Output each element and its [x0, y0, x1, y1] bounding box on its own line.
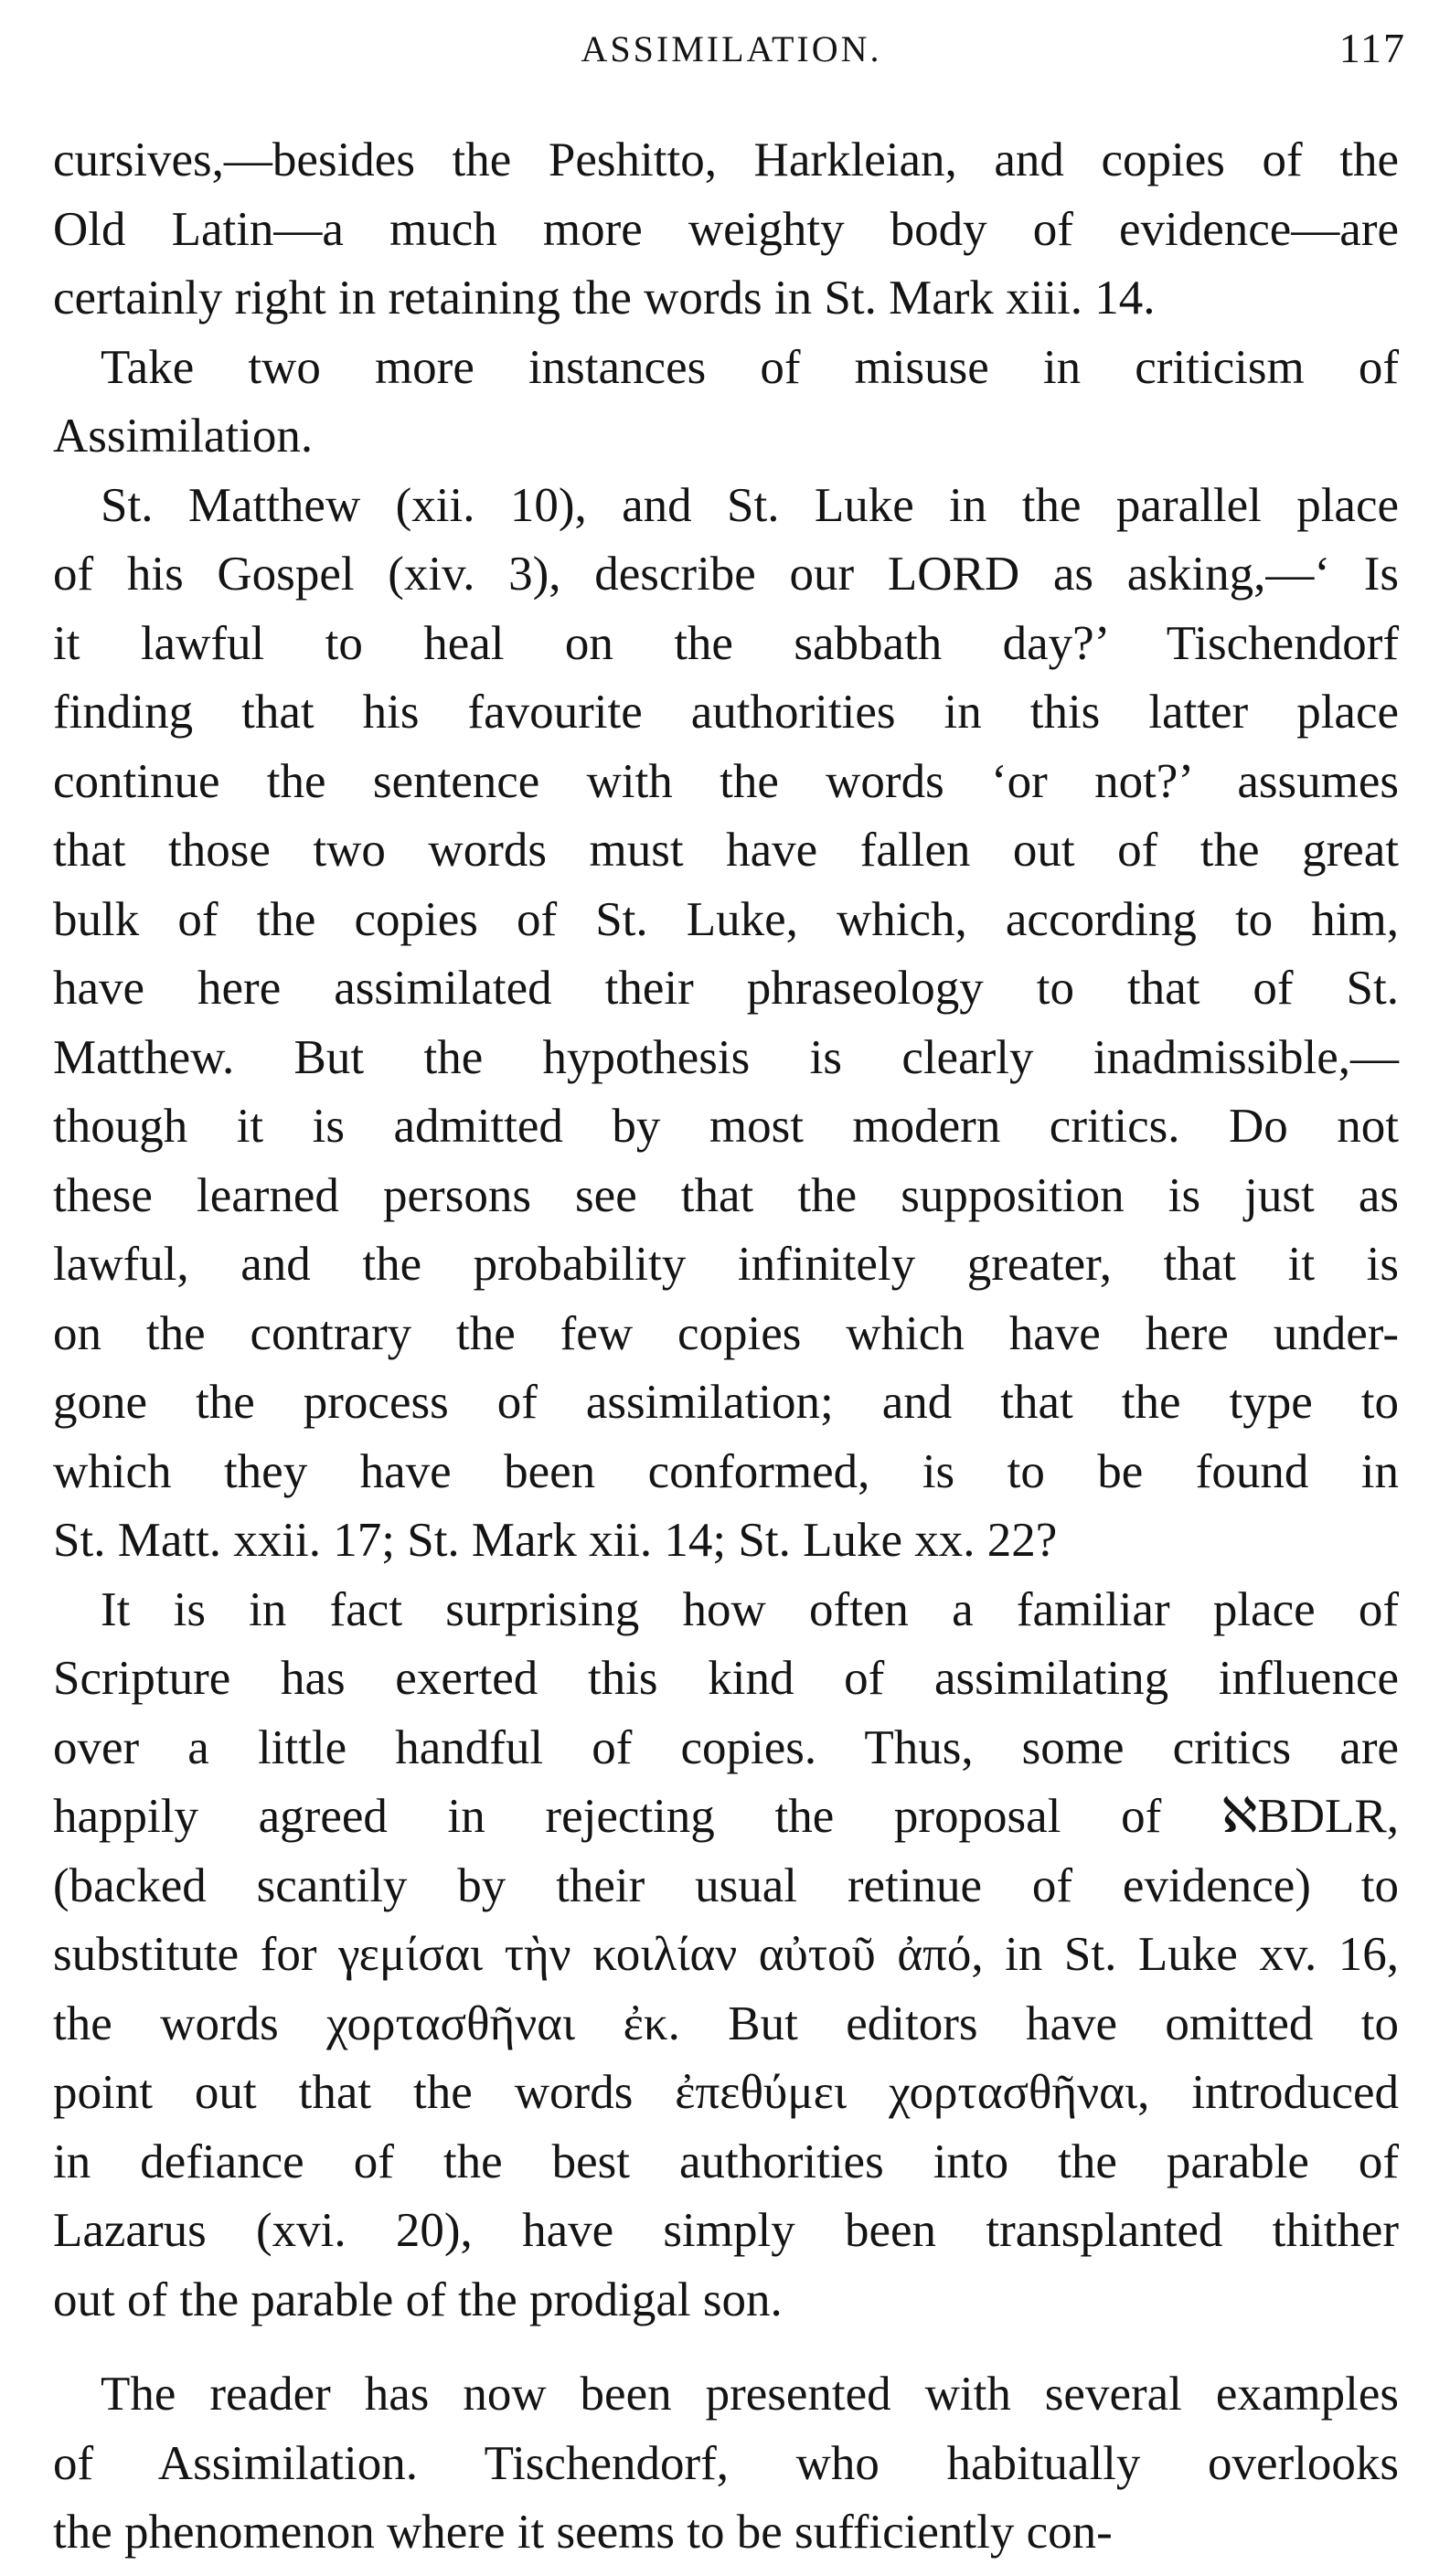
text-line: the words χορτασθῆναι ἐκ. But editors have omitted to — [53, 1996, 1399, 2050]
body-text — [53, 126, 1399, 2568]
running-title: ASSIMILATION. — [581, 28, 882, 69]
text-line: Old Latin—a much more weighty body of evidence—are — [53, 202, 1399, 256]
text-line: St. Matthew (xii. 10), and St. Luke in the parallel place — [101, 478, 1399, 532]
text-line: out of the parable of the prodigal son. — [53, 2273, 783, 2326]
running-head — [57, 20, 1406, 84]
text-line: St. Matt. xxii. 17; St. Mark xii. 14; St. Luke xx. 22? — [53, 1514, 1058, 1567]
text-line: on the contrary the few copies which have here under- — [53, 1306, 1399, 1360]
text-line: Take two more instances of misuse in criticism of — [101, 340, 1399, 394]
text-line: cursives,—besides the Peshitto, Harkleian, and copies of the — [53, 133, 1399, 186]
page-number: 117 — [1338, 25, 1406, 71]
paragraph-gap — [53, 2335, 1399, 2360]
text-line: point out that the words ἐπεθύμει χορτασθῆναι, introduced — [53, 2066, 1399, 2119]
text-line: gone the process of assimilation; and that the type to — [53, 1376, 1399, 1429]
text-line: It is in fact surprising how often a familiar place of — [101, 1582, 1399, 1636]
text-line: continue the sentence with the words ‘or not?’ assumes — [53, 754, 1399, 808]
text-line: Lazarus (xvi. 20), have simply been transplanted thither — [53, 2204, 1399, 2257]
text-line: finding that his favourite authorities in this latter place — [53, 686, 1399, 739]
text-line: the phenomenon where it seems to be sufficiently con- — [53, 2506, 1113, 2559]
text-line: that those two words must have fallen out of the great — [53, 824, 1399, 877]
text-line: bulk of the copies of St. Luke, which, according to him, — [53, 892, 1399, 946]
paragraph — [53, 126, 1399, 334]
text-line: these learned persons see that the supposition is just as — [53, 1168, 1399, 1222]
paragraph — [53, 472, 1399, 1576]
text-line: of his Gospel (xiv. 3), describe our LORD as asking,—‘ Is — [53, 548, 1399, 601]
text-line: which they have been conformed, is to be found in — [53, 1444, 1399, 1498]
paragraph — [53, 2360, 1399, 2568]
text-line: over a little handful of copies. Thus, some critics are — [53, 1720, 1399, 1774]
text-line: lawful, and the probability infinitely greater, that it is — [53, 1238, 1399, 1291]
text-line: certainly right in retaining the words in St. Mark xiii. 14. — [53, 271, 1156, 325]
text-line: Matthew. But the hypothesis is clearly inadmissible,— — [53, 1030, 1399, 1084]
text-line: The reader has now been presented with several examples — [101, 2368, 1399, 2421]
text-line: have here assimilated their phraseology to that of St. — [53, 962, 1399, 1015]
text-line: Assimilation. — [53, 410, 314, 463]
text-line: though it is admitted by most modern critics. Do not — [53, 1100, 1399, 1153]
paragraph — [53, 1576, 1399, 2336]
paragraph — [53, 334, 1399, 472]
text-line: of Assimilation. Tischendorf, who habitually overlooks — [53, 2436, 1399, 2490]
text-line: happily agreed in rejecting the proposal of ℵBDLR, — [53, 1790, 1399, 1843]
text-line: (backed scantily by their usual retinue of evidence) to — [53, 1858, 1399, 1912]
text-line: it lawful to heal on the sabbath day?’ Tischendorf — [53, 616, 1399, 670]
text-line: substitute for γεμίσαι τὴν κοιλίαν αὐτοῦ ἀπό, in St. Luke xv. 16, — [53, 1928, 1399, 1981]
text-line: Scripture has exerted this kind of assimilating influence — [53, 1652, 1399, 1705]
text-line: in defiance of the best authorities into the parable of — [53, 2134, 1399, 2188]
